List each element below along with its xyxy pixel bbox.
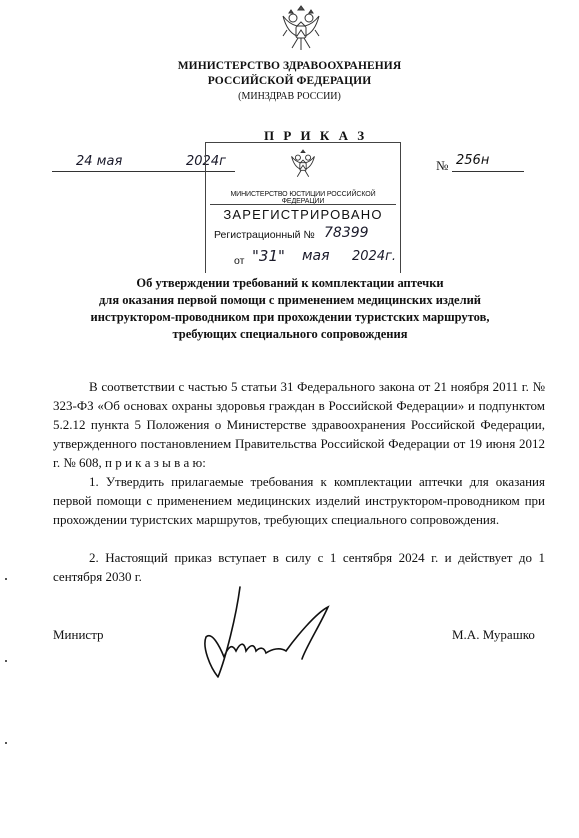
margin-mark bbox=[5, 742, 7, 744]
stamp-date-year-handwritten: 2024г. bbox=[352, 249, 397, 264]
stamp-registered: ЗАРЕГИСТРИРОВАНО bbox=[223, 207, 383, 222]
registration-stamp bbox=[205, 142, 401, 273]
margin-mark bbox=[5, 578, 7, 580]
subject-line3: инструктором-проводником при прохождении туристских маршрутов, bbox=[90, 310, 490, 324]
order-title: П Р И К А З bbox=[264, 128, 368, 143]
stamp-separator bbox=[210, 204, 396, 205]
order-number-label: № bbox=[436, 158, 449, 173]
margin-mark bbox=[5, 660, 7, 662]
subject-line4: требующих специального сопровождения bbox=[172, 327, 408, 341]
body-paragraph-1: В соответствии с частью 5 статьи 31 Федерального закона от 21 ноября 2011 г. № 323-ФЗ «Об основах охраны здоровья граждан в Российской Федерации» и подпунктом 5.2.12 пункта 5 Положения о Министерстве здравоохранения Российской Федерации, утвержденного постановлением Правительства Российской Федерации от 19 июня 2012 г. № 608, п р и к а з ы в а ю: bbox=[53, 379, 545, 470]
signatory-name: М.А. Мурашко bbox=[452, 627, 535, 642]
number-underline bbox=[452, 171, 524, 172]
stamp-date-day-handwritten: "31" bbox=[252, 247, 285, 265]
order-date-handwritten: 24 мая bbox=[76, 154, 123, 169]
stamp-emblem-icon bbox=[289, 147, 317, 181]
body-paragraph-2: 1. Утвердить прилагаемые требования к комплектации аптечки для оказания первой помощи с применением медицинских изделий инструктором-проводником при прохождении туристских маршрутов, требующих специального сопровождения. bbox=[53, 474, 545, 527]
stamp-reg-number-label: Регистрационный № bbox=[214, 229, 315, 241]
ministry-short-name: (МИНЗДРАВ РОССИИ) bbox=[238, 91, 341, 102]
subject-line1: Об утверждении требований к комплектации аптечки bbox=[136, 276, 444, 290]
stamp-reg-number-handwritten: 78399 bbox=[324, 225, 369, 241]
order-subject bbox=[40, 275, 540, 343]
ministry-name-line1: МИНИСТЕРСТВО ЗДРАВООХРАНЕНИЯ bbox=[177, 60, 402, 72]
order-number-handwritten: 256н bbox=[456, 153, 490, 168]
stamp-organization: МИНИСТЕРСТВО ЮСТИЦИИ РОССИЙСКОЙ ФЕДЕРАЦИИ bbox=[230, 191, 376, 205]
emblem-icon bbox=[279, 2, 323, 54]
signatory-position: Министр bbox=[53, 627, 104, 642]
stamp-date-month-handwritten: мая bbox=[302, 248, 330, 264]
body-paragraph-3: 2. Настоящий приказ вступает в силу с 1 сентября 2024 г. и действует до 1 сентября 2030 г. bbox=[53, 550, 545, 584]
subject-line2: для оказания первой помощи с применением медицинских изделий bbox=[98, 293, 482, 307]
stamp-date-prefix: от bbox=[234, 255, 245, 267]
order-year-handwritten: 2024г bbox=[186, 154, 226, 169]
handwritten-signature bbox=[188, 577, 348, 687]
ministry-name-line2: РОССИЙСКОЙ ФЕДЕРАЦИИ bbox=[207, 75, 372, 87]
